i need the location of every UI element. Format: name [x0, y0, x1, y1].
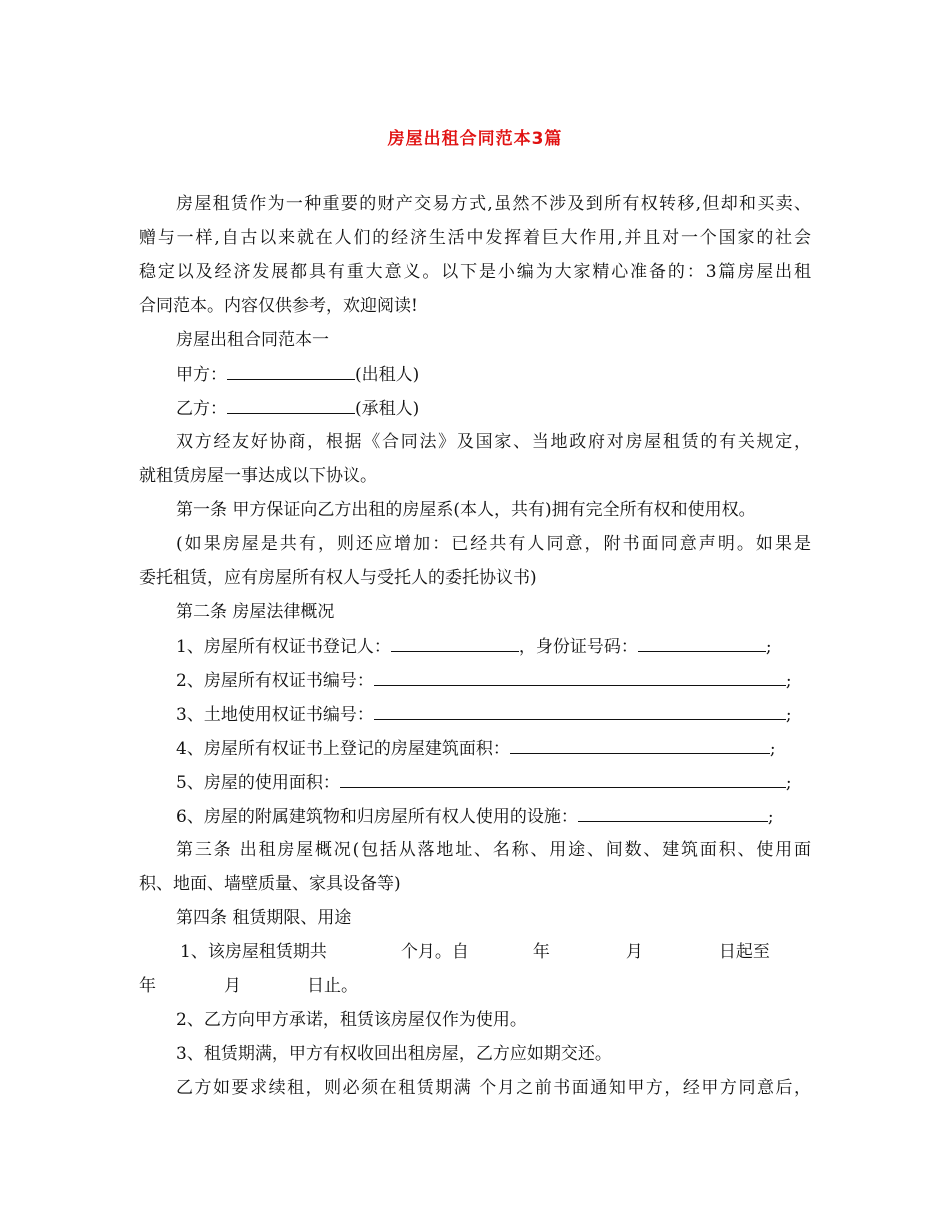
party-a-suffix: (出租人) — [355, 365, 420, 385]
item5-label: 5、房屋的使用面积： — [176, 773, 340, 793]
intro-line-4: 合同范本。内容仅供参考，欢迎阅读! — [139, 296, 418, 316]
item3-blank — [374, 703, 786, 720]
article4-term-line-1 — [180, 941, 770, 963]
item6-end: ; — [767, 807, 774, 827]
party-b-label: 乙方： — [176, 399, 227, 419]
intro-line-1: 房屋租赁作为一种重要的财产交易方式,虽然不涉及到所有权转移,但却和买卖、 — [176, 194, 811, 214]
item1-blank-owner — [391, 635, 519, 652]
item2-label: 2、房屋所有权证书编号： — [176, 671, 374, 691]
item5-blank — [340, 771, 786, 788]
term-end-year: 年 — [139, 976, 156, 996]
article1-line-2: (如果房屋是共有，则还应增加：已经共有人同意，附书面同意声明。如果是 — [176, 534, 811, 554]
item6-blank — [578, 805, 768, 822]
document-title: 房屋出租合同范本3篇 — [387, 129, 563, 149]
article4-term-line-2 — [139, 975, 358, 997]
item2-blank — [374, 669, 786, 686]
article2-item-6 — [176, 805, 774, 828]
party-b-blank — [227, 397, 355, 414]
article4-item-2: 2、乙方向甲方承诺，租赁该房屋仅作为使用。 — [176, 1010, 527, 1030]
item2-end: ; — [785, 671, 792, 691]
term-start-day: 日起至 — [718, 942, 770, 962]
item4-blank — [510, 737, 770, 754]
item6-label: 6、房屋的附属建筑物和归房屋所有权人使用的设施： — [176, 807, 578, 827]
agreement-line-1: 双方经友好协商，根据《合同法》及国家、当地政府对房屋租赁的有关规定， — [176, 432, 811, 452]
article3-line-1: 第三条 出租房屋概况(包括从落地址、名称、用途、间数、建筑面积、使用面 — [176, 840, 811, 860]
term-label: 1、该房屋租赁期共 — [180, 942, 327, 962]
item4-end: ; — [769, 739, 776, 759]
article2-item-2 — [176, 669, 792, 692]
article2-item-3 — [176, 703, 792, 726]
item1-id-label: ，身份证号码： — [518, 637, 638, 657]
section-title: 房屋出租合同范本一 — [176, 330, 329, 350]
article2-item-1 — [176, 635, 772, 658]
article2-title: 第二条 房屋法律概况 — [176, 602, 335, 622]
term-start-year: 年 — [532, 942, 550, 962]
term-end-day: 日止。 — [307, 976, 358, 996]
item5-end: ; — [785, 773, 792, 793]
article2-item-4 — [176, 737, 776, 760]
party-a-label: 甲方： — [176, 365, 227, 385]
item4-label: 4、房屋所有权证书上登记的房屋建筑面积： — [176, 739, 510, 759]
renewal-line: 乙方如要求续租，则必须在租赁期满 个月之前书面通知甲方，经甲方同意后， — [176, 1078, 811, 1098]
article4-title: 第四条 租赁期限、用途 — [176, 908, 352, 928]
item1-blank-id — [638, 635, 766, 652]
article1-line-1: 第一条 甲方保证向乙方出租的房屋系(本人，共有)拥有完全所有权和使用权。 — [176, 500, 756, 520]
intro-line-3: 稳定以及经济发展都具有重大意义。以下是小编为大家精心准备的：3篇房屋出租 — [139, 262, 811, 282]
party-b-line — [176, 397, 419, 420]
article1-line-3: 委托租赁，应有房屋所有权人与受托人的委托协议书) — [139, 568, 537, 588]
term-end-month: 月 — [224, 976, 241, 996]
item3-end: ; — [785, 705, 792, 725]
item1-label: 1、房屋所有权证书登记人： — [176, 637, 391, 657]
item3-label: 3、土地使用权证书编号： — [176, 705, 374, 725]
item1-end: ; — [765, 637, 772, 657]
term-start-month: 月 — [625, 942, 643, 962]
term-months: 个月。自 — [400, 942, 469, 962]
intro-line-2: 赠与一样,自古以来就在人们的经济生活中发挥着巨大作用,并且对一个国家的社会 — [139, 228, 811, 248]
article3-line-2: 积、地面、墙壁质量、家具设备等) — [139, 874, 401, 894]
party-a-line — [176, 363, 419, 386]
article2-item-5 — [176, 771, 792, 794]
agreement-line-2: 就租赁房屋一事达成以下协议。 — [139, 466, 377, 486]
party-b-suffix: (承租人) — [355, 399, 420, 419]
article4-item-3: 3、租赁期满，甲方有权收回出租房屋，乙方应如期交还。 — [176, 1044, 612, 1064]
party-a-blank — [227, 363, 355, 380]
